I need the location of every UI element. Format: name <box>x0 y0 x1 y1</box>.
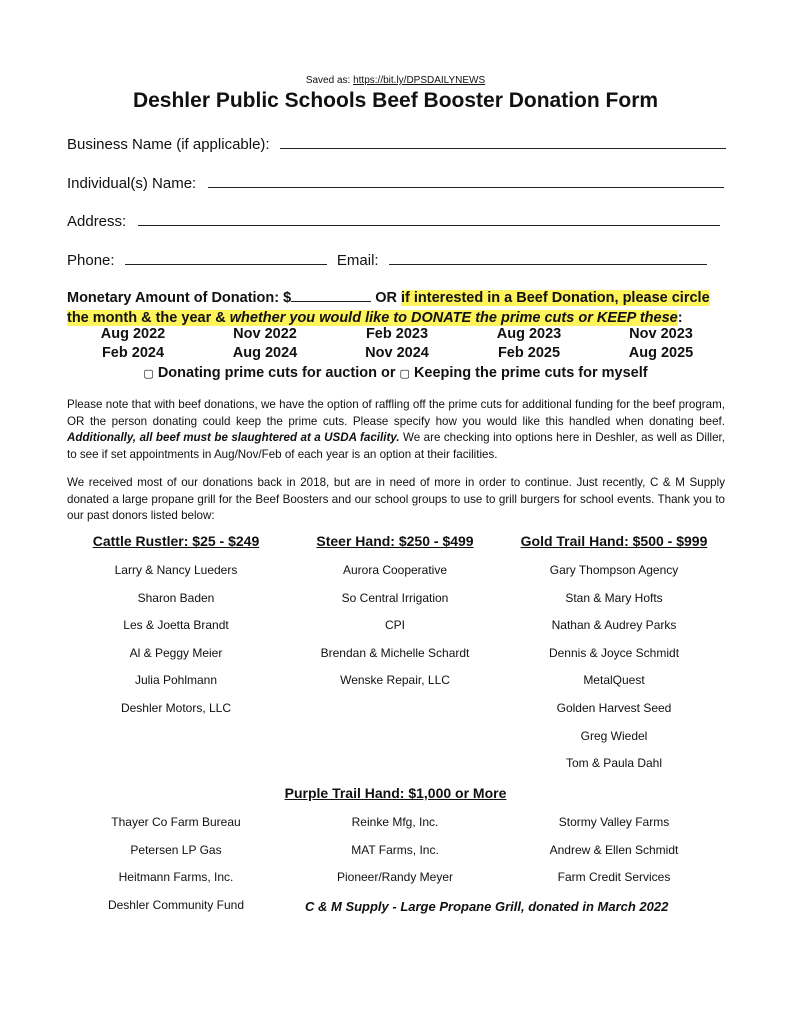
individual-name-label: Individual(s) Name: <box>67 175 197 192</box>
donate-checkbox[interactable]: ▢ <box>143 368 154 380</box>
date-option[interactable]: Feb 2025 <box>497 345 561 361</box>
page-title: Deshler Public Schools Beef Booster Donation Form <box>132 89 659 112</box>
donor-name: Pioneer/Randy Meyer <box>336 870 454 884</box>
note-text-a: Please note that with beef donations, we have the option of raffling off the prime cuts for additional funding for the beef program, OR the person donating could keep the prime cuts. Please specify how you would like this handled when donating beef. <box>67 398 725 428</box>
gold-trail-hand-heading: Gold Trail Hand: $500 - $999 <box>520 533 708 549</box>
donor-name: Dennis & Joyce Schmidt <box>548 646 680 660</box>
donor-name: Stan & Mary Hofts <box>565 591 663 605</box>
donor-name: Golden Harvest Seed <box>556 701 672 715</box>
usda-requirement: Additionally, all beef must be slaughtered at a USDA facility. <box>67 431 400 444</box>
date-option[interactable]: Aug 2024 <box>232 345 298 361</box>
donor-name: Nathan & Audrey Parks <box>551 618 677 632</box>
business-name-field[interactable] <box>280 133 726 149</box>
monetary-label: Monetary Amount of Donation: $ <box>67 290 292 306</box>
date-option[interactable]: Feb 2024 <box>101 345 165 361</box>
date-option[interactable]: Nov 2023 <box>629 326 693 342</box>
keep-option-label: Keeping the prime cuts for myself <box>413 365 648 381</box>
donor-name: Sharon Baden <box>137 591 215 605</box>
cm-supply-donation: C & M Supply - Large Propane Grill, donated in March 2022 <box>305 899 669 914</box>
donate-option-label: Donating prime cuts for auction or <box>157 365 396 381</box>
donor-name: Wenske Repair, LLC <box>340 673 450 687</box>
monetary-donation-block <box>67 288 727 328</box>
or-text: OR <box>375 290 397 306</box>
phone-field[interactable] <box>125 249 327 265</box>
donor-name: Julia Pohlmann <box>134 673 218 687</box>
individual-name-field[interactable] <box>208 172 724 188</box>
donor-name: Gary Thompson Agency <box>549 563 679 577</box>
address-row <box>67 210 720 230</box>
date-option[interactable]: Aug 2023 <box>496 326 562 342</box>
date-option[interactable]: Nov 2024 <box>365 345 429 361</box>
email-field[interactable] <box>389 249 707 265</box>
purple-trail-hand-heading: Purple Trail Hand: $1,000 or More <box>284 785 507 801</box>
donor-name: Farm Credit Services <box>557 870 671 884</box>
date-option[interactable]: Nov 2022 <box>233 326 297 342</box>
donor-name: Stormy Valley Farms <box>558 815 670 829</box>
individual-name-row <box>67 172 724 192</box>
colon-text: : <box>677 310 683 326</box>
keep-checkbox[interactable]: ▢ <box>399 368 410 380</box>
donor-name: Les & Joetta Brandt <box>123 618 229 632</box>
monetary-amount-field[interactable] <box>291 288 371 302</box>
donor-name: Larry & Nancy Lueders <box>114 563 238 577</box>
address-field[interactable] <box>138 210 720 226</box>
donor-name: Thayer Co Farm Bureau <box>111 815 241 829</box>
saved-as-label: Saved as: <box>305 75 351 86</box>
donor-name: Andrew & Ellen Schmidt <box>549 843 679 857</box>
address-label: Address: <box>67 213 127 230</box>
donor-name: Heitmann Farms, Inc. <box>118 870 234 884</box>
prime-cuts-choice <box>0 365 791 381</box>
donor-name: Reinke Mfg, Inc. <box>351 815 439 829</box>
note-text-b: We are checking into options here in Deshler, as well as Diller, to see if set appointments in Aug/Nov/Feb of each year is an option at their facilities. <box>67 431 725 461</box>
donor-name: MetalQuest <box>583 673 645 687</box>
date-option[interactable]: Aug 2022 <box>100 326 166 342</box>
donor-name: Petersen LP Gas <box>130 843 222 857</box>
donor-name: Brendan & Michelle Schardt <box>320 646 470 660</box>
saved-as-line <box>0 75 791 86</box>
amp-text: & <box>215 310 226 326</box>
dates-row-2 <box>67 345 727 361</box>
cattle-rustler-heading: Cattle Rustler: $25 - $249 <box>92 533 260 549</box>
donor-name: Deshler Motors, LLC <box>120 701 232 715</box>
donor-name: Deshler Community Fund <box>107 898 245 912</box>
date-option[interactable]: Feb 2023 <box>365 326 429 342</box>
beef-donation-note <box>67 397 725 463</box>
donor-name: Greg Wiedel <box>580 729 648 743</box>
business-name-label: Business Name (if applicable): <box>67 136 270 153</box>
steer-hand-heading: Steer Hand: $250 - $499 <box>316 533 474 549</box>
saved-as-link[interactable]: https://bit.ly/DPSDAILYNEWS <box>353 75 486 86</box>
donor-name: Aurora Cooperative <box>342 563 448 577</box>
donor-name: CPI <box>384 618 405 632</box>
date-option[interactable]: Aug 2025 <box>628 345 694 361</box>
email-label: Email: <box>336 252 379 269</box>
thank-you-note: We received most of our donations back in 2018, but are in need of more in order to continue. Just recently, C & M Supply donated a large propane grill for the Beef Boosters and our school groups to use to grill burgers for school events. Thank you to our past donors listed below: <box>67 476 725 522</box>
donor-name: So Central Irrigation <box>341 591 449 605</box>
donor-name: MAT Farms, Inc. <box>351 843 439 857</box>
donor-name: Tom & Paula Dahl <box>565 756 663 770</box>
phone-label: Phone: <box>67 252 115 269</box>
business-name-row <box>67 133 726 153</box>
donor-name: Al & Peggy Meier <box>129 646 223 660</box>
donate-keep-instruction: whether you would like to DONATE the prime cuts or KEEP these <box>229 310 678 326</box>
dates-row-1 <box>67 326 727 342</box>
phone-email-row <box>67 249 707 269</box>
beef-donation-instruction: if interested in a Beef Donation, please circle the month & the year <box>67 290 710 326</box>
